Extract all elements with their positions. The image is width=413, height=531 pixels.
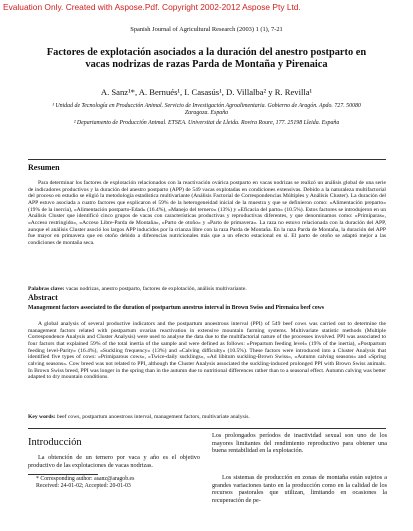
affiliation-2: ² Departamento de Producción Animal. ETSEA. Universitat de Lleida. Rovira Roure, 177. 25198 Lleida. España [73,120,340,126]
intro-right-paragraph-2: Los sistemas de producción en zonas de montaña están sujetos a grandes variaciones tanto en la producción como en la calidad de los recursos pastorales que utilizan, limitando en ocasiones la recuperación de pe- [212,474,387,504]
palabras-clave-label: Palabras clave: [28,286,65,292]
palabras-clave [28,286,386,293]
affiliation-1: ¹ Unidad de Tecnología en Producción Animal. Servicio de Investigación Agroalimentaria. Gobierno de Aragón. Apdo. 727. 50080 Zaragoza. España [52,103,361,117]
intro-right-paragraph-1: Los prolongados períodos de inactividad sexual son uno de los mayores limitantes del rendimiento reproductivo para obtener una buena rentabilidad en la explotación. [212,432,387,455]
journal-citation: Spanish Journal of Agricultural Research (2003) 1 (1), 7-21 [130,26,283,33]
abstract-body: A global analysis of several productive indicators and the postpartum anoestrous interval (PPI) of 549 beef cows was carried out to determine the management factors related with postpartum ovarian reactivation in extensive mountain farming systems. Multivariate statistic methods (Multiple Correspondence Analysis and Cluster Analysis) were used to analyse the data due to the multifactorial nature of the processes involved. PPI was associated to four factors that explained 59% of the total inertia of the sample and were defined as follows: «Prepartum feeding level» (19% of the inertia), «Postpartum feeding level-Parity» (16.4%), «Suckling frequency» (13%) and «Calving difficulty» (10.5%). These factors were introduced into a Cluster Analysis that identified five types of cows: «Primiparous cows», «Twice-daily sucklings», «Ad libitum suckling-Brown Swiss», «Autumn calving seasons» and «Spring calving seasons». Cow breed was not related to PPI, although the Cluster Analysis associated the suckling-induced prolonged PPI with Brown Swiss animals. In Brown Swiss breed, PPI was longer in the spring than in the autumn due to nutritional differences rather than to a seasonal effect. Autumn calving was better adapted to dry mountain conditions. [28,321,386,381]
resumen-heading: Resumen [28,163,60,172]
intro-left-paragraph: La obtención de un ternero por vaca y año es el objetivo productivo de las explotaciones de vacas nodrizas. [28,454,200,469]
footnote-divider [28,474,98,475]
key-words [28,414,386,421]
palabras-clave-text: vacas nodrizas, anestro postparto, factores de explotación, análisis multivariante. [65,286,247,292]
key-words-text: beef cows, postpartum anoestrous interval, management factors, multivariate analysis. [56,414,250,420]
abstract-heading: Abstract [28,293,58,302]
divider-bottom [28,428,386,429]
author-list: A. Sanz¹*, A. Bernués¹, I. Casasús¹, D. Villalba² y R. Revilla¹ [100,87,313,97]
watermark-text: Evaluation Only. Created with Aspose.Pdf. Copyright 2002-2012 Aspose Pty Ltd. [3,2,301,12]
footnote-received: Received: 24-01-02; Accepted: 20-01-03 [36,483,131,489]
intro-heading: Introducción [28,437,82,448]
footnote-correspondence: * Corresponding author: asanz@aragob.es [36,476,135,482]
paper-title: Factores de explotación asociados a la duración del anestro postparto en vacas nodrizas de razas Parda de Montaña y Pirenaica [46,47,367,70]
resumen-body: Para determinar los factores de explotación relacionados con la reactivación ovárica postparto en vacas nodrizas se realizó un análisis global de una serie de indicadores productivos y la duración del anestro postparto (APP) de 549 vacas explotadas en condiciones extensivas. Debido a la naturaleza multifactorial del proceso en estudio se eligió la metodología estadística multivariante (Análisis Factorial de Correspondencias Múltiples y Análisis Cluster). La duración del APP estuvo asociada a cuatro factores que explicaron el 59% de la heterogeneidad inicial de la muestra y que se definieron como: «Alimentación preparto» (19% de la inercia), «Alimentación postparto-Edad» (16.4%), «Manejo del ternero» (13%) y «Eficacia del parto» (10.5%). Estos factores se introdujeron en un Análisis Cluster que identificó cinco grupos de vacas con características productivas y reproductivas diferentes, y que denominamos como: «Primíparas», «Acceso restringido», «Acceso Libre-Parda de Montaña», «Parto de otoño» y «Parto de primavera». La raza no estuvo relacionada con la duración del APP, aunque el análisis Cluster asoció los largos APP inducidos por la crianza libre con la raza Parda de Montaña. En la raza Parda de Montaña, la duración del APP fue mayor en primavera que en otoño debido a diferencias nutricionales más que a un efecto estacional en sí. El parto de otoño se adaptó mejor a las condiciones de montaña seca. [28,180,386,246]
key-words-label: Key words: [28,414,56,420]
abstract-title: Management factors associated to the duration of postpartum anestrus interval in Brown Swiss and Pirenaica beef cows [28,305,325,311]
divider-top [28,159,386,160]
